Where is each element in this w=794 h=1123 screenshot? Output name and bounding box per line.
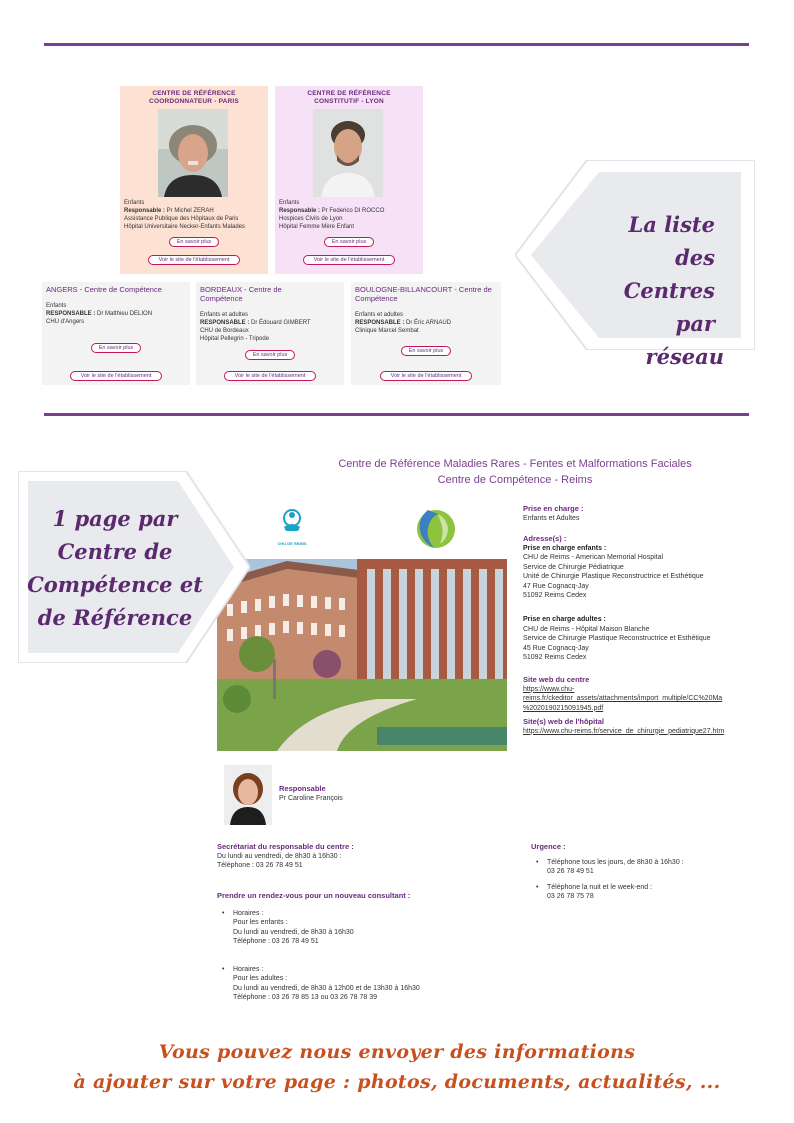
middle-divider — [44, 413, 749, 416]
site-centre-link[interactable]: reims.fr/ckeditor_assets/attachments/import_multiple/CC%20Ma — [523, 695, 723, 702]
address-line: CHU de Reims - American Memorial Hospital — [523, 554, 664, 561]
more-info-button[interactable]: En savoir plus — [245, 350, 295, 360]
more-info-button[interactable]: En savoir plus — [169, 237, 219, 247]
responsable-section — [279, 784, 343, 803]
secretariat-line: Du lundi au vendredi, de 8h30 à 16h30 : — [217, 852, 342, 860]
caption-line: Centre de — [57, 539, 173, 564]
responsable-label: Responsable : — [124, 208, 166, 214]
adresse-section — [523, 534, 704, 601]
card-title: ANGERS - Centre de Compétence — [46, 285, 162, 294]
responsable-label: Responsable — [279, 784, 326, 793]
visit-site-button[interactable]: Voir le site de l'établissement — [380, 371, 472, 381]
footer-line2: à ajouter sur votre page : photos, documents, actualités, ... — [73, 1071, 721, 1093]
rdv-label: Prendre un rendez-vous pour un nouveau consultant : — [217, 891, 411, 900]
responsable-photo — [224, 765, 272, 825]
caption-line: de Référence — [37, 605, 193, 630]
visit-site-button[interactable]: Voir le site de l'établissement — [224, 371, 316, 381]
chu-reims-logo — [274, 507, 310, 541]
urgence-line: • Téléphone la nuit et le week-end : — [547, 883, 653, 891]
reference-card-paris — [120, 86, 268, 274]
card-audience: Enfants et adultes — [355, 312, 404, 318]
rdv-item — [217, 909, 420, 947]
site-centre-link[interactable]: https://www.chu- — [523, 685, 575, 693]
urgence-item — [531, 858, 684, 877]
visit-site-button[interactable]: Voir le site de l'établissement — [303, 255, 395, 265]
prise-en-charge-section — [523, 504, 583, 523]
card-org1: Hospices Civils de Lyon — [279, 216, 343, 222]
address-line: 51092 Reims Cedex — [523, 654, 587, 661]
responsable-label: RESPONSABLE : — [200, 320, 250, 326]
rdv-line: • Horaires : — [233, 965, 264, 973]
rdv-line: Du lundi au vendredi, de 8h30 à 12h00 et de 13h30 à 16h30 — [233, 984, 420, 992]
rdv-line: • Horaires : — [233, 909, 264, 917]
responsable-label: RESPONSABLE : — [46, 311, 96, 317]
top-divider — [44, 43, 749, 46]
urgence-item — [531, 883, 684, 902]
card-audience: Enfants — [46, 303, 67, 309]
rdv-item — [217, 965, 420, 1003]
card-org1: Clinique Marcel Sembat — [355, 328, 419, 334]
rdv-line: Téléphone : 03 26 78 49 51 — [233, 938, 319, 945]
site-hopital-label: Site(s) web de l'hôpital — [523, 717, 604, 726]
card-audience: Enfants — [279, 200, 300, 206]
adultes-label: Prise en charge adultes : — [523, 616, 606, 623]
hospital-photo — [217, 559, 507, 751]
urgence-line: 03 26 78 49 51 — [547, 868, 594, 875]
title-line2: Centre de Compétence - Reims — [437, 474, 593, 486]
site-hopital-section — [523, 717, 758, 736]
responsable-name: Pr Michel ZERAH — [165, 208, 214, 214]
malformations-logo — [412, 508, 458, 550]
caption-line: La liste des — [628, 212, 715, 270]
card-header-line2: COORDONNATEUR - PARIS — [149, 98, 239, 105]
more-info-button[interactable]: En savoir plus — [324, 237, 374, 247]
responsable-name: Pr Federico DI ROCCO — [320, 208, 385, 214]
rdv-line: Pour les adultes : — [233, 975, 288, 982]
responsable-name: Dr Édouard GIMBERT — [249, 320, 311, 326]
card-org2: Hôpital Pellegrin - Tripode — [200, 336, 270, 342]
urgence-section — [531, 842, 684, 902]
address-line: 51092 Reims Cedex — [523, 592, 587, 599]
prise-label: Prise en charge : — [523, 504, 584, 513]
adresse-label: Adresse(s) : — [523, 534, 567, 543]
card-org1: CHU de Bordeaux — [200, 328, 249, 334]
site-centre-label: Site web du centre — [523, 675, 590, 684]
more-info-button[interactable]: En savoir plus — [91, 343, 141, 353]
address-line: Unité de Chirurgie Plastique Reconstructrice et Esthétique — [523, 573, 704, 580]
urgence-line: • Téléphone tous les jours, de 8h30 à 16h30 : — [547, 858, 684, 866]
doctor-photo — [158, 109, 228, 197]
caption-line: Centres par — [623, 278, 715, 336]
urgence-line: 03 26 78 75 78 — [547, 893, 594, 900]
card-title: BOULOGNE-BILLANCOURT - Centre de Compétence — [355, 285, 492, 303]
rdv-line: Du lundi au vendredi, de 8h30 à 16h30 — [233, 928, 354, 936]
rdv-section — [217, 891, 420, 1003]
responsable-label: Responsable : — [279, 208, 321, 214]
card-header-line2: CONSTITUTIF - LYON — [314, 98, 384, 105]
address-line: CHU de Reims - Hôpital Maison Blanche — [523, 625, 650, 633]
card-title: BORDEAUX - Centre de Compétence — [200, 285, 282, 303]
center-page-caption — [25, 502, 205, 634]
card-audience: Enfants et adultes — [200, 312, 249, 318]
address-line: 45 Rue Cognacq-Jay — [523, 644, 589, 652]
responsable-label: RESPONSABLE : — [355, 320, 405, 326]
network-list-caption — [582, 208, 724, 373]
card-org1: CHU d'Angers — [46, 319, 85, 325]
urgence-label: Urgence : — [531, 842, 566, 851]
responsable-name: Dr Éric ARNAUD — [404, 320, 452, 326]
caption-line: réseau — [645, 344, 724, 369]
competence-card-boulogne — [351, 282, 501, 385]
responsable-name: Pr Caroline François — [279, 794, 343, 802]
card-org1: Assistance Publique des Hôpitaux de Paris — [124, 216, 239, 222]
footer-line1: Vous pouvez nous envoyer des informations — [158, 1041, 636, 1063]
visit-site-button[interactable]: Voir le site de l'établissement — [148, 255, 240, 265]
secretariat-line: Téléphone : 03 26 78 49 51 — [217, 862, 303, 869]
address-line: Service de Chirurgie Plastique Reconstructrice et Esthétique — [523, 635, 711, 642]
rdv-line: Téléphone : 03 26 78 85 13 ou 03 26 78 78 39 — [233, 994, 378, 1001]
competence-card-angers — [42, 282, 190, 385]
title-line1: Centre de Référence Maladies Rares - Fentes et Malformations Faciales — [338, 458, 692, 470]
enfants-label: Prise en charge enfants : — [523, 544, 607, 552]
card-header-line1: CENTRE DE RÉFÉRENCE — [307, 90, 391, 97]
card-org2: Hôpital Universitaire Necker-Enfants Malades — [124, 224, 246, 230]
footer-message — [0, 1037, 794, 1097]
adultes-section — [523, 615, 711, 663]
logo-caption: CHU DE REIMS — [277, 541, 307, 546]
secretariat-section — [217, 842, 354, 871]
address-line: Service de Chirurgie Pédiatrique — [523, 563, 624, 571]
caption-line: 1 page par — [52, 506, 178, 531]
caption-line: Compétence et — [27, 572, 203, 597]
rdv-line: Pour les enfants : — [233, 919, 288, 926]
secretariat-label: Secrétariat du responsable du centre : — [217, 842, 354, 851]
site-centre-section — [523, 675, 758, 713]
more-info-button[interactable]: En savoir plus — [401, 346, 451, 356]
card-audience: Enfants — [124, 200, 145, 206]
site-hopital-link[interactable]: https://www.chu-reims.fr/service_de_chirurgie_pediatrique27.htm — [523, 727, 725, 735]
reims-page-title — [250, 456, 780, 488]
competence-card-bordeaux — [196, 282, 344, 385]
doctor-photo — [313, 109, 383, 197]
address-line: 47 Rue Cognacq-Jay — [523, 582, 589, 590]
site-centre-link[interactable]: %2020190215091945.pdf — [523, 704, 604, 712]
prise-value: Enfants et Adultes — [523, 514, 580, 522]
card-header-line1: CENTRE DE RÉFÉRENCE — [152, 90, 236, 97]
responsable-name: Dr Matthieu DELION — [95, 311, 153, 317]
reference-card-lyon — [275, 86, 423, 274]
card-org2: Hôpital Femme Mère Enfant — [279, 224, 355, 230]
visit-site-button[interactable]: Voir le site de l'établissement — [70, 371, 162, 381]
